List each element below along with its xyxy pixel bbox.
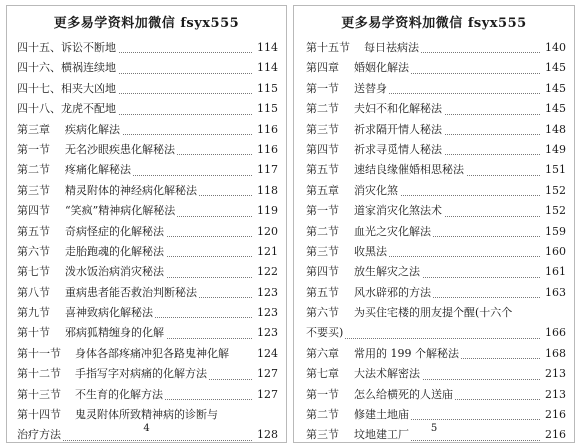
section-title: 精灵附体的神经病化解秘法 bbox=[65, 183, 197, 197]
page-ref: 121 bbox=[255, 242, 278, 262]
page-ref: 140 bbox=[543, 38, 566, 58]
toc-entry bbox=[306, 79, 566, 99]
toc-entry bbox=[17, 181, 278, 201]
toc-entry-text bbox=[306, 286, 433, 299]
toc-entry-text bbox=[306, 265, 422, 278]
page-ref: 116 bbox=[255, 140, 278, 160]
toc-entry bbox=[306, 38, 566, 58]
toc-entry bbox=[17, 323, 278, 343]
toc-entry bbox=[17, 283, 278, 303]
section-number: 第五章 bbox=[306, 183, 339, 197]
toc-entry bbox=[17, 262, 278, 282]
toc-entry-text bbox=[17, 163, 133, 176]
section-title: 为买住宅楼的朋友提个醒(十六个 bbox=[354, 306, 513, 320]
page-ref: 123 bbox=[255, 323, 278, 343]
section-number: 第五节 bbox=[306, 163, 339, 177]
section-title: “笑疯”精神病化解秘法 bbox=[65, 204, 176, 218]
page-ref: 127 bbox=[255, 364, 278, 384]
section-number: 第五节 bbox=[306, 285, 339, 299]
toc-entry bbox=[306, 99, 566, 119]
toc-entry bbox=[306, 120, 566, 140]
section-number: 第八节 bbox=[17, 285, 50, 299]
toc-entry-text bbox=[17, 326, 166, 339]
section-title: 泼水饭治病消灾秘法 bbox=[65, 265, 164, 279]
toc-entry-text bbox=[306, 184, 400, 197]
toc-entry bbox=[306, 140, 566, 160]
toc-entry-text bbox=[17, 347, 231, 360]
page-header: 更多易学资料加微信 fsyx555 bbox=[53, 16, 240, 31]
section-title: 消灾化煞 bbox=[354, 183, 398, 197]
toc-entry-text bbox=[306, 245, 389, 258]
toc-entry bbox=[306, 364, 566, 384]
section-number: 第十节 bbox=[17, 326, 50, 340]
page-ref: 114 bbox=[255, 38, 278, 58]
section-title: 手指写字对病痛的化解方法 bbox=[75, 367, 207, 381]
toc-entry bbox=[17, 160, 278, 180]
page-ref: 152 bbox=[543, 201, 566, 221]
section-title: 道家消灾化煞法术 bbox=[354, 204, 442, 218]
section-number: 第十二节 bbox=[17, 367, 61, 381]
toc-entry-text bbox=[17, 428, 63, 441]
section-number: 第十五节 bbox=[306, 41, 350, 54]
page-ref: 166 bbox=[543, 323, 566, 343]
toc-entry bbox=[306, 58, 566, 78]
toc-entry bbox=[17, 38, 278, 58]
toc-entry bbox=[17, 140, 278, 160]
section-number: 第二节 bbox=[17, 163, 50, 177]
page-ref: 216 bbox=[543, 425, 566, 443]
section-title: 收黑法 bbox=[354, 244, 387, 258]
section-number: 第十一节 bbox=[17, 346, 61, 360]
section-title: 四十六、横祸连续地 bbox=[17, 61, 116, 75]
page-ref: 127 bbox=[255, 385, 278, 405]
page-ref: 160 bbox=[543, 242, 566, 262]
toc-entry-text bbox=[306, 225, 433, 238]
toc-entry-text bbox=[306, 204, 444, 217]
toc-entry-text bbox=[17, 388, 165, 401]
toc-entry bbox=[306, 323, 566, 343]
section-title: 血光之灾化解法 bbox=[354, 224, 431, 238]
section-number: 第五节 bbox=[17, 224, 50, 238]
page-ref: 151 bbox=[543, 160, 566, 180]
toc-entry bbox=[306, 283, 566, 303]
page-ref: 118 bbox=[255, 181, 278, 201]
page-number: 4 bbox=[143, 423, 150, 434]
section-number: 第九节 bbox=[17, 306, 50, 320]
toc-entry-text bbox=[306, 388, 455, 401]
left-page bbox=[6, 5, 287, 443]
section-number: 第七章 bbox=[306, 367, 339, 381]
toc-entry bbox=[306, 262, 566, 282]
toc-entry-text bbox=[306, 41, 421, 54]
section-number: 第四节 bbox=[306, 142, 339, 156]
section-title: 放生解灾之法 bbox=[354, 265, 420, 279]
page-number: 5 bbox=[430, 423, 438, 434]
section-number: 第六节 bbox=[306, 306, 339, 320]
toc-entry bbox=[17, 99, 278, 119]
section-title: 治疗方法 bbox=[17, 428, 61, 442]
section-number: 第一节 bbox=[17, 142, 50, 156]
section-title: 怎么给横死的人送庙 bbox=[354, 387, 453, 401]
page-ref: 216 bbox=[543, 405, 566, 425]
section-title: 祈求寻觅情人秘法 bbox=[354, 142, 442, 156]
toc-entry-text bbox=[17, 204, 177, 217]
page-ref: 115 bbox=[255, 79, 278, 99]
section-number: 第四章 bbox=[306, 61, 339, 75]
section-title: 四十五、诉讼不断地 bbox=[17, 41, 116, 54]
toc-entry-text bbox=[306, 408, 411, 421]
toc-entry-text bbox=[306, 102, 444, 115]
toc-entry bbox=[306, 160, 566, 180]
section-number: 第十四节 bbox=[17, 408, 61, 422]
toc-entry-text bbox=[306, 347, 461, 360]
section-title: 夫妇不和化解秘法 bbox=[354, 102, 442, 116]
page-ref: 145 bbox=[543, 58, 566, 78]
section-number: 第二节 bbox=[306, 408, 339, 422]
section-title: 坟地建工厂 bbox=[354, 428, 409, 442]
page-ref: 117 bbox=[255, 160, 278, 180]
toc-entry-text bbox=[306, 306, 514, 319]
section-title: 不生育的化解方法 bbox=[75, 387, 163, 401]
section-number: 第三节 bbox=[17, 183, 50, 197]
page-ref: 124 bbox=[255, 344, 278, 364]
toc-entry bbox=[306, 222, 566, 242]
section-title: 走胎跑魂的化解秘法 bbox=[65, 244, 164, 258]
toc-entry-text bbox=[17, 408, 220, 421]
section-title: 喜神致病化解秘法 bbox=[65, 306, 153, 320]
page-ref: 161 bbox=[543, 262, 566, 282]
page-ref: 148 bbox=[543, 120, 566, 140]
toc-entry bbox=[306, 181, 566, 201]
toc-entry-text bbox=[306, 123, 444, 136]
section-title: 常用的 199 个解秘法 bbox=[354, 346, 459, 360]
page-ref: 120 bbox=[255, 222, 278, 242]
toc-entry bbox=[17, 364, 278, 384]
page-ref: 123 bbox=[255, 303, 278, 323]
toc-entry-text bbox=[17, 143, 177, 156]
toc-entry bbox=[306, 303, 566, 323]
toc-entry-text bbox=[306, 143, 444, 156]
toc-entry bbox=[17, 222, 278, 242]
toc-entry bbox=[306, 242, 566, 262]
page-ref: 149 bbox=[543, 140, 566, 160]
page-ref: 116 bbox=[255, 120, 278, 140]
page-ref: 128 bbox=[255, 425, 278, 443]
toc-entry bbox=[306, 385, 566, 405]
section-title: 身体各部疼痛冲犯各路鬼神化解 bbox=[75, 346, 229, 360]
section-number: 第十三节 bbox=[17, 387, 61, 401]
section-title: 重病患者能否救治判断秘法 bbox=[65, 285, 197, 299]
section-title: 奇病怪症的化解秘法 bbox=[65, 224, 164, 238]
page-ref: 213 bbox=[543, 385, 566, 405]
toc-entry-text bbox=[306, 163, 466, 176]
toc-list bbox=[306, 38, 566, 443]
section-title: 风水辟邪的方法 bbox=[354, 285, 431, 299]
toc-entry-text bbox=[17, 265, 166, 278]
section-number: 第三节 bbox=[306, 244, 339, 258]
toc-entry-text bbox=[17, 184, 199, 197]
toc-entry bbox=[17, 303, 278, 323]
toc-entry-text bbox=[306, 326, 345, 339]
toc-entry bbox=[17, 242, 278, 262]
section-title: 鬼灵附体所致精神病的诊断与 bbox=[75, 408, 218, 422]
right-page bbox=[293, 5, 575, 443]
toc-list bbox=[17, 38, 278, 443]
section-number: 第四节 bbox=[306, 265, 339, 279]
toc-entry bbox=[17, 385, 278, 405]
page-ref: 159 bbox=[543, 222, 566, 242]
section-number: 第六章 bbox=[306, 346, 339, 360]
section-title: 祈求隔开情人秘法 bbox=[354, 122, 442, 136]
section-number: 第三节 bbox=[306, 428, 339, 442]
page-ref: 145 bbox=[543, 79, 566, 99]
page-ref: 213 bbox=[543, 364, 566, 384]
toc-entry bbox=[17, 201, 278, 221]
page-ref: 168 bbox=[543, 344, 566, 364]
section-title: 疾病化解法 bbox=[65, 122, 120, 136]
toc-entry bbox=[17, 120, 278, 140]
toc-entry-text bbox=[17, 61, 118, 74]
section-title: 大法术解密法 bbox=[354, 367, 420, 381]
toc-entry bbox=[306, 344, 566, 364]
page-ref: 152 bbox=[543, 181, 566, 201]
section-title: 速结良缘催婚相思秘法 bbox=[354, 163, 464, 177]
toc-entry-text bbox=[306, 61, 411, 74]
toc-entry-text bbox=[306, 367, 422, 380]
page-ref: 122 bbox=[255, 262, 278, 282]
section-title: 邪病狐精缠身的化解 bbox=[65, 326, 164, 340]
page-ref: 114 bbox=[255, 58, 278, 78]
section-number: 第一节 bbox=[306, 204, 339, 218]
section-title: 疼痛化解秘法 bbox=[65, 163, 131, 177]
page-ref: 163 bbox=[543, 283, 566, 303]
toc-entry-text bbox=[17, 286, 199, 299]
section-number: 第二节 bbox=[306, 224, 339, 238]
section-number: 第六节 bbox=[17, 244, 50, 258]
toc-entry bbox=[17, 344, 278, 364]
section-number: 第一节 bbox=[306, 387, 339, 401]
toc-entry-text bbox=[306, 428, 411, 441]
page-header: 更多易学资料加微信 fsyx555 bbox=[341, 16, 527, 31]
toc-entry-text bbox=[17, 102, 118, 115]
toc-entry-text bbox=[17, 367, 209, 380]
page-ref: 115 bbox=[255, 99, 278, 119]
page-ref: 145 bbox=[543, 99, 566, 119]
section-title: 无名沙眼疾患化解秘法 bbox=[65, 142, 175, 156]
toc-entry-text bbox=[306, 82, 389, 95]
section-title: 修建土地庙 bbox=[354, 408, 409, 422]
toc-entry-text bbox=[17, 225, 166, 238]
section-number: 第一节 bbox=[306, 81, 339, 95]
section-title: 送替身 bbox=[354, 81, 387, 95]
toc-entry-text bbox=[17, 82, 118, 95]
toc-entry-text bbox=[17, 245, 166, 258]
section-number: 第四节 bbox=[17, 204, 50, 218]
toc-entry bbox=[17, 79, 278, 99]
page-ref: 123 bbox=[255, 283, 278, 303]
section-title: 四十七、相夹大凶地 bbox=[17, 81, 116, 95]
toc-entry bbox=[306, 201, 566, 221]
section-title: 四十八、龙虎不配地 bbox=[17, 102, 116, 116]
section-title: 每日祛病法 bbox=[364, 41, 419, 54]
section-title: 婚姻化解法 bbox=[354, 61, 409, 75]
toc-entry-text bbox=[17, 41, 118, 54]
section-number: 第二节 bbox=[306, 102, 339, 116]
toc-entry bbox=[17, 58, 278, 78]
section-title: 不要买) bbox=[306, 326, 344, 340]
toc-entry-text bbox=[17, 306, 155, 319]
toc-entry-text bbox=[17, 123, 122, 136]
section-number: 第三节 bbox=[306, 122, 339, 136]
page-ref: 119 bbox=[255, 201, 278, 221]
section-number: 第三章 bbox=[17, 122, 50, 136]
section-number: 第七节 bbox=[17, 265, 50, 279]
